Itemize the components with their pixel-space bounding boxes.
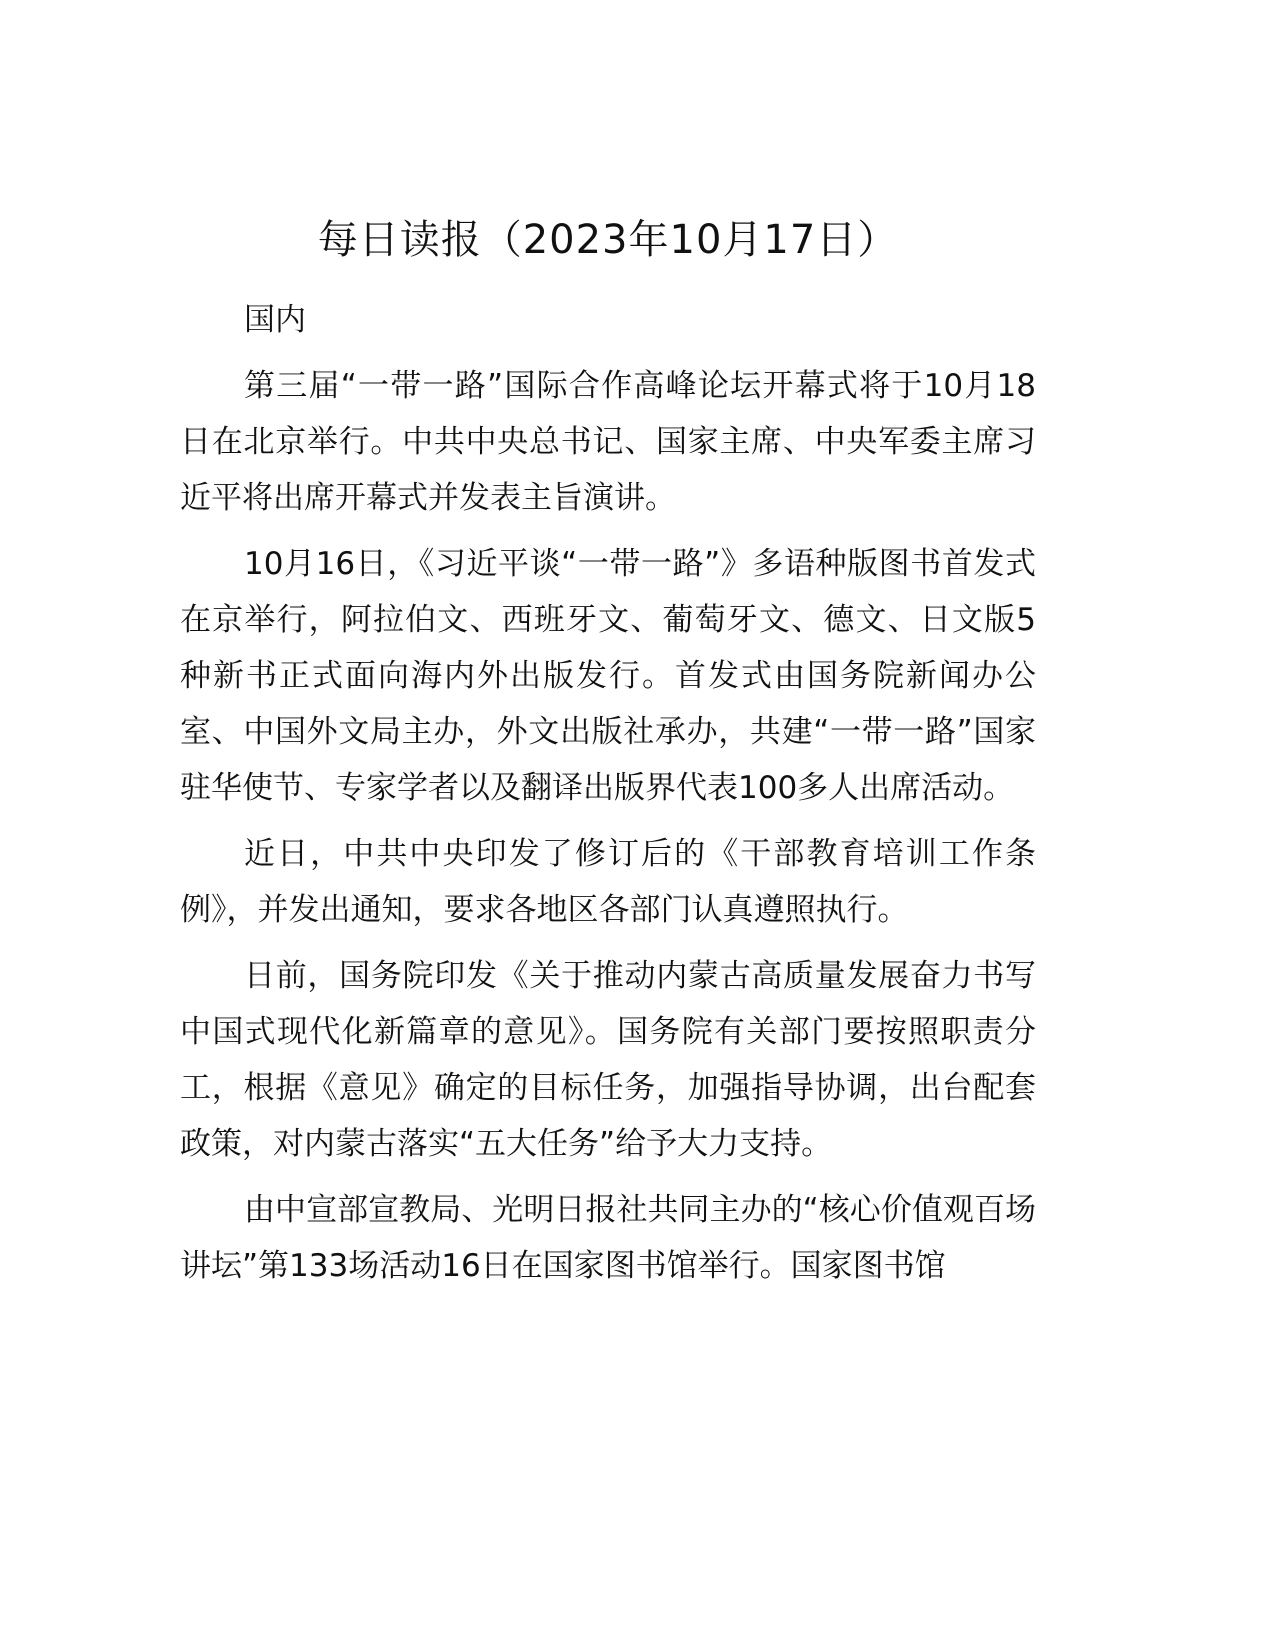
paragraph-2: 10月16日，《习近平谈“一带一路”》多语种版图书首发式在京举行，阿拉伯文、西班牙文、葡萄牙文、德文、日文版5种新书正式面向海内外出版发行。首发式由国务院新闻办公室、中国外文局主办，外文出版社承办，共建“一带一路”国家驻华使节、专家学者以及翻译出版界代表100多人出席活动。 [180, 546, 1036, 806]
paragraph-4: 日前，国务院印发《关于推动内蒙古高质量发展奋力书写中国式现代化新篇章的意见》。国务院有关部门要按照职责分工，根据《意见》确定的目标任务，加强指导协调，出台配套政策，对内蒙古落实“五大任务”给予大力支持。 [180, 958, 1036, 1162]
document-title: 每日读报（2023年10月17日） [317, 217, 899, 263]
paragraph-5: 由中宣部宣教局、光明日报社共同主办的“核心价值观百场讲坛”第133场活动16日在国家图书馆举行。国家图书馆 [180, 1192, 1036, 1284]
document-body [180, 212, 1036, 1304]
section-heading-domestic: 国内 [244, 302, 306, 338]
paragraph-1: 第三届“一带一路”国际合作高峰论坛开幕式将于10月18日在北京举行。中共中央总书记、国家主席、中央军委主席习近平将出席开幕式并发表主旨演讲。 [180, 368, 1036, 516]
paragraph-3: 近日，中共中央印发了修订后的《干部教育培训工作条例》，并发出通知，要求各地区各部门认真遵照执行。 [180, 836, 1036, 928]
